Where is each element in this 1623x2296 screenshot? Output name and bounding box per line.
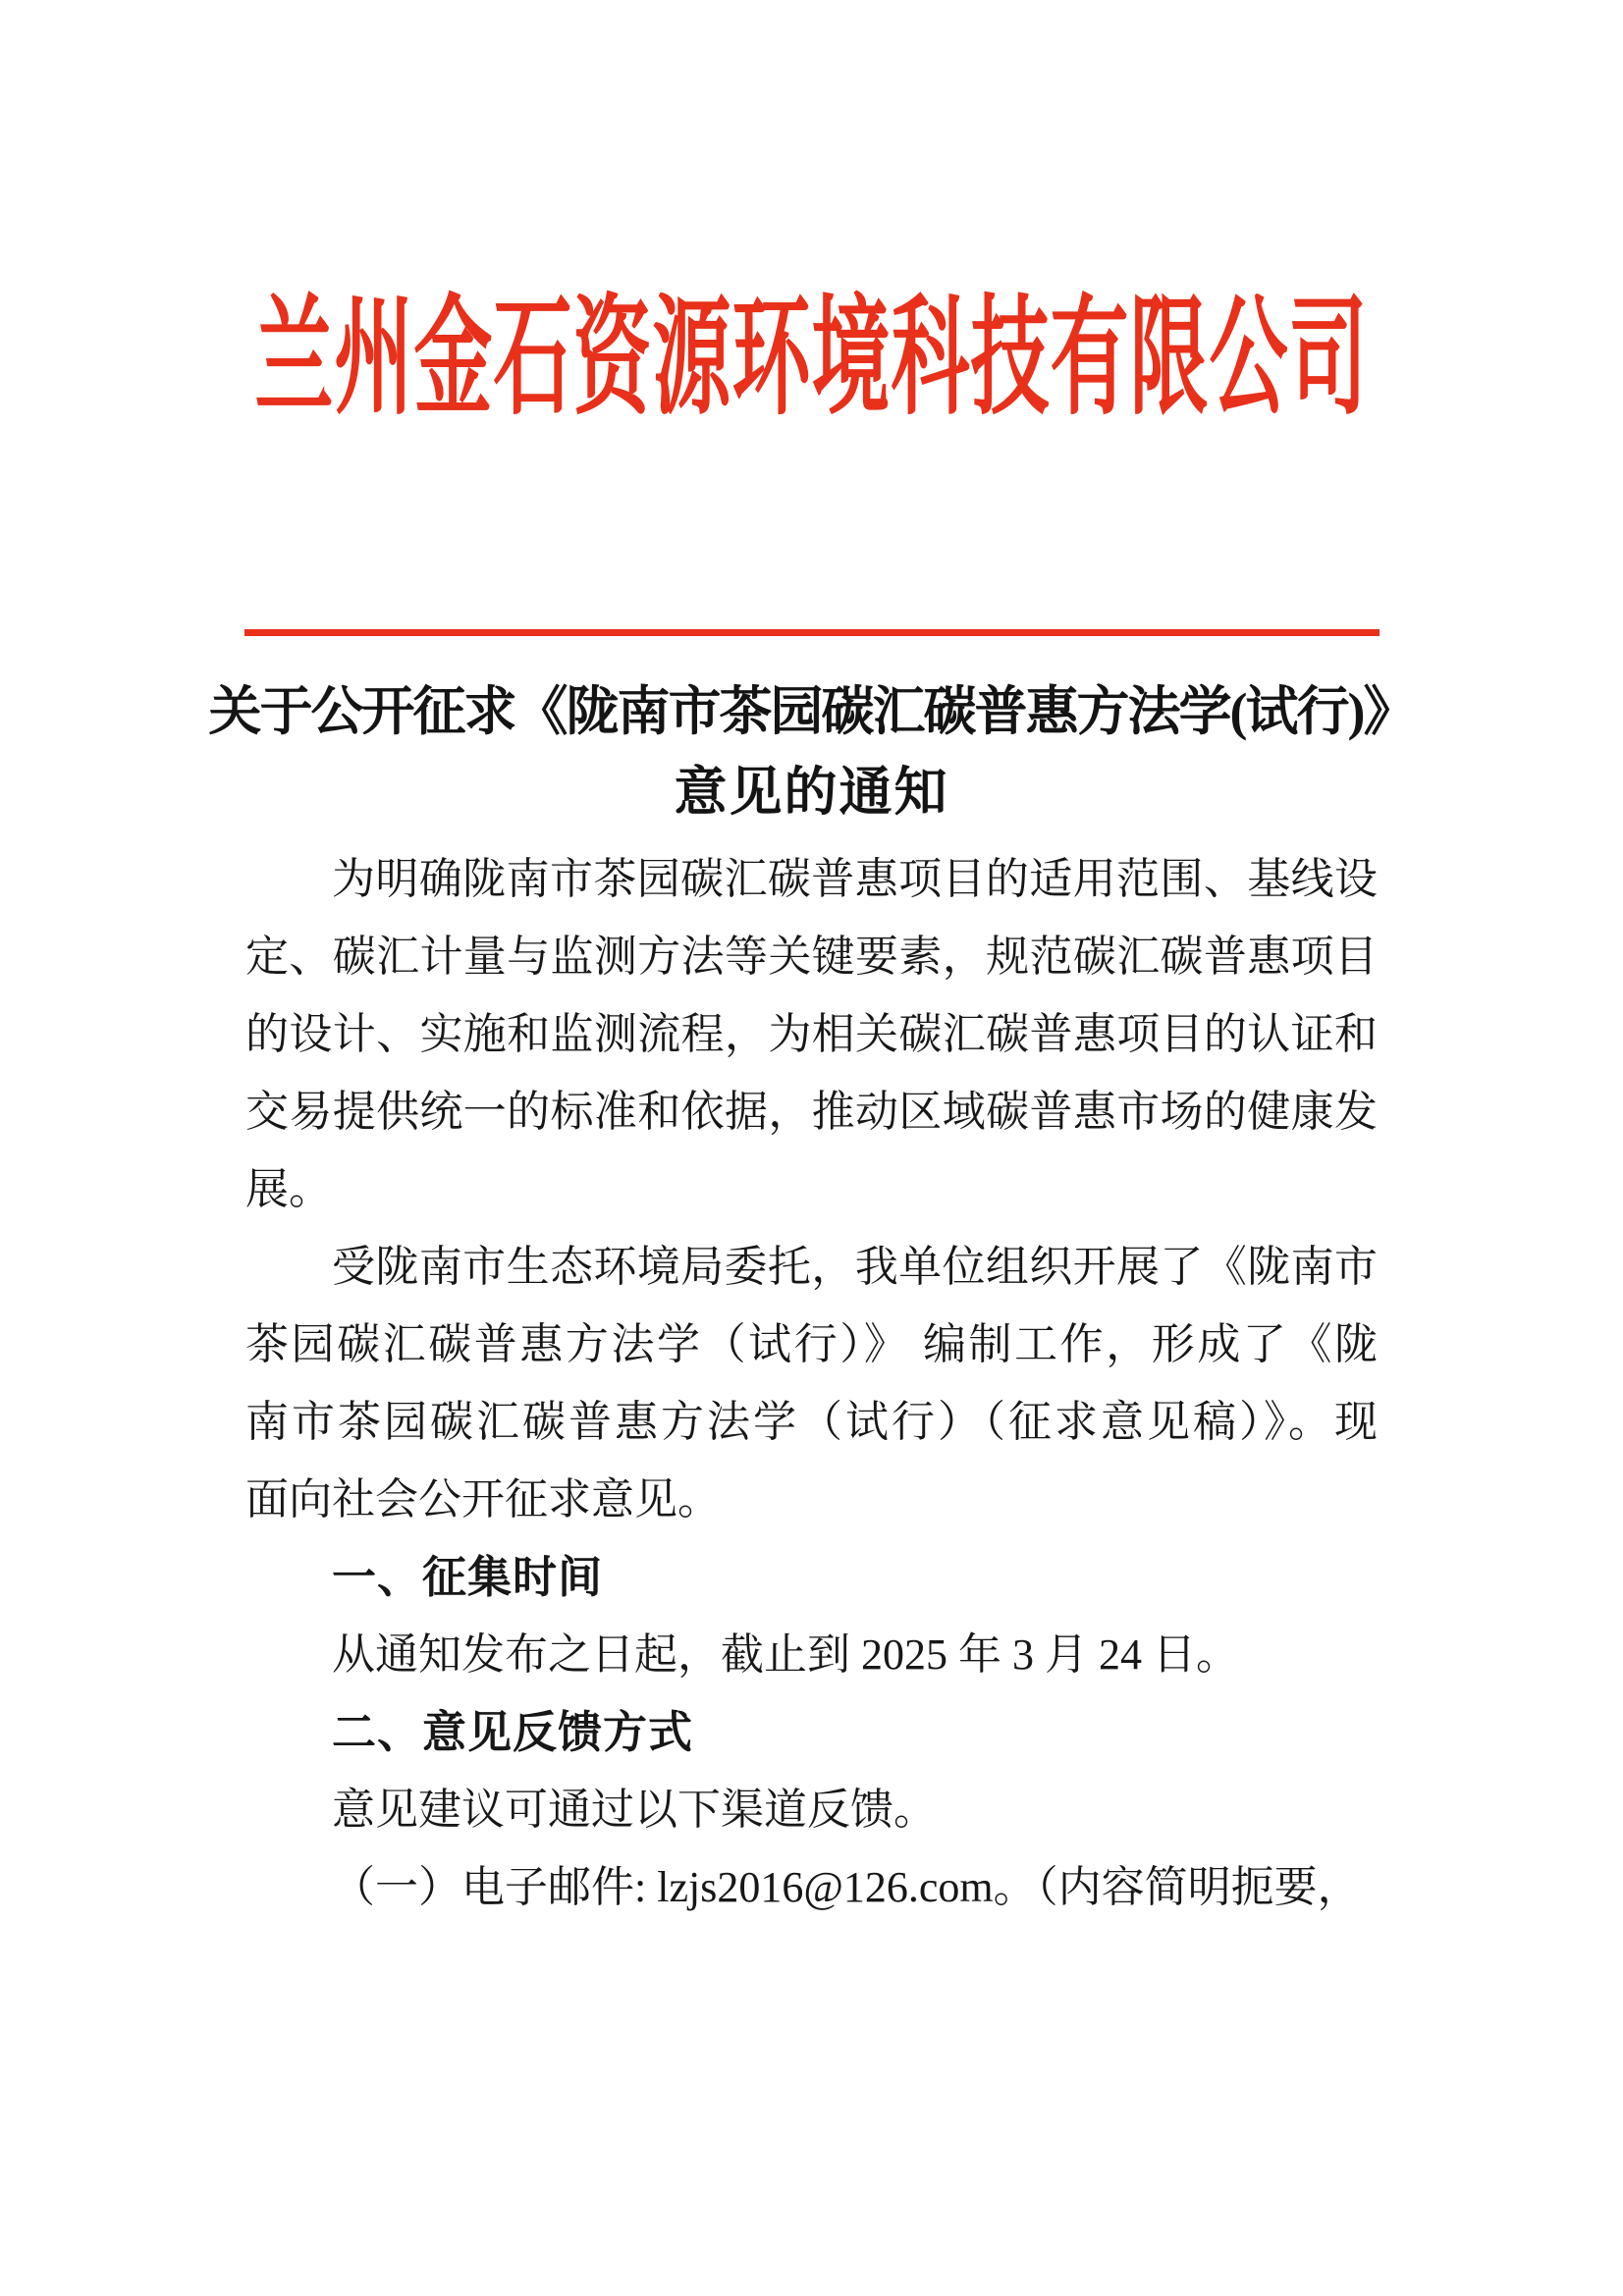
letterhead-divider-rule (244, 629, 1380, 636)
paragraph2-line: 南市茶园碳汇碳普惠方法学（试行）（征求意见稿）》。现 (245, 1398, 1378, 1446)
paragraph1-line: 的设计、实施和监测流程，为相关碳汇碳普惠项目的认证和 (245, 1010, 1378, 1058)
paragraph1-line: 展。 (245, 1165, 332, 1213)
paragraph1-line: 定、碳汇计量与监测方法等关键要素，规范碳汇碳普惠项目 (245, 933, 1378, 981)
notice-title-line1: 关于公开征求《陇南市茶园碳汇碳普惠方法学(试行)》 (208, 682, 1415, 741)
company-letterhead: 兰州金石资源环境科技有限公司 (254, 289, 1369, 432)
section2-email-line: （一）电子邮件: lzjs2016@126.com。（内容简明扼要， (332, 1863, 1361, 1911)
section2-line: 意见建议可通过以下渠道反馈。 (332, 1786, 937, 1834)
notice-title (0, 671, 1623, 832)
paragraph2-line: 茶园碳汇碳普惠方法学（试行）》 编制工作，形成了《陇 (245, 1320, 1378, 1368)
section1-heading: 一、征集时间 (332, 1552, 604, 1602)
paragraph1-line: 交易提供统一的标准和依据，推动区域碳普惠市场的健康发 (245, 1088, 1378, 1136)
paragraph2-line: 面向社会公开征求意见。 (245, 1475, 721, 1523)
section1-line: 从通知发布之日起，截止到 2025 年 3 月 24 日。 (332, 1630, 1239, 1679)
section2-heading: 二、意见反馈方式 (332, 1707, 694, 1757)
paragraph2-line: 受陇南市生态环境局委托，我单位组织开展了《陇南市 (332, 1243, 1378, 1291)
notice-body (245, 840, 1378, 1926)
notice-title-line2: 意见的通知 (674, 763, 949, 822)
paragraph1-line: 为明确陇南市茶园碳汇碳普惠项目的适用范围、基线设 (332, 855, 1378, 903)
